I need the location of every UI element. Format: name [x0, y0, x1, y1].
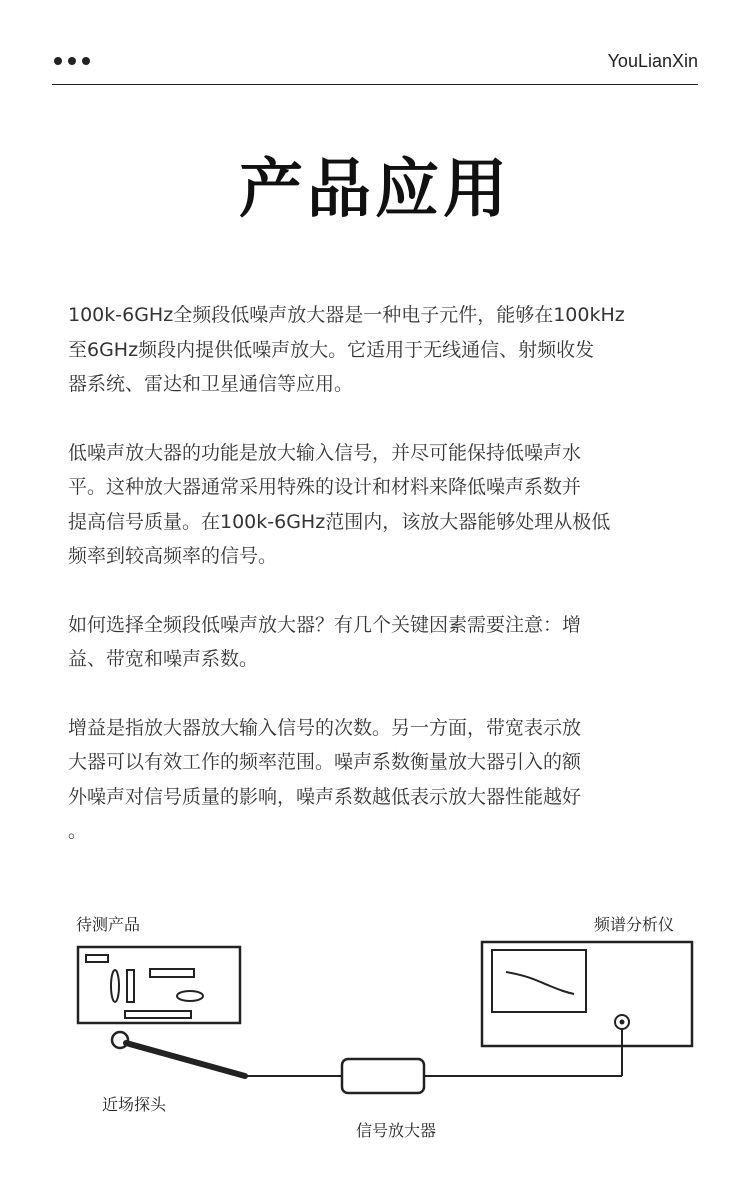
dot	[54, 57, 62, 65]
top-header	[52, 44, 698, 85]
amplifier-box	[342, 1059, 424, 1093]
board-component	[177, 991, 203, 1001]
paragraph: 如何选择全频段低噪声放大器？有几个关键因素需要注意：增 益、带宽和噪声系数。	[68, 613, 582, 670]
probe-handle	[126, 1043, 245, 1076]
dot	[68, 57, 76, 65]
board-component	[111, 970, 119, 1002]
more-dots-icon[interactable]	[54, 57, 90, 65]
paragraph: 增益是指放大器放大输入信号的次数。另一方面，带宽表示放 大器可以有效工作的频率范围。噪声系数衡量放大器引入的额 外噪声对信号质量的影响，噪声系数越低表示放大器性能越好 。	[68, 716, 582, 842]
brand-name: YouLianXin	[607, 51, 698, 71]
board-component	[150, 969, 194, 977]
analyzer-input-port-center	[620, 1020, 625, 1025]
paragraph: 低噪声放大器的功能是放大输入信号，并尽可能保持低噪声水 平。这种放大器通常采用特殊的设计和材料来降低噪声系数并 提高信号质量。在100k-6GHz范围内，该放大器能够处理从极低 频率到较高频率的信号。	[68, 441, 611, 567]
dot	[82, 57, 90, 65]
dut-label: 待测产品	[76, 915, 141, 934]
board-chip	[86, 955, 108, 962]
spectrum-trace	[506, 972, 574, 994]
amplifier-label: 信号放大器	[356, 1121, 437, 1140]
analyzer-label: 频谱分析仪	[594, 915, 675, 934]
probe-label: 近场探头	[102, 1095, 167, 1114]
board-component	[125, 1011, 191, 1018]
page-title: 产品应用	[239, 153, 511, 227]
board-component	[127, 970, 134, 1002]
paragraph: 100k-6GHz全频段低噪声放大器是一种电子元件，能够在100kHz 至6GHz频段内提供低噪声放大。它适用于无线通信、射频收发 器系统、雷达和卫星通信等应用。	[68, 304, 625, 395]
article-body	[68, 298, 708, 883]
test-setup-diagram	[60, 900, 710, 1160]
